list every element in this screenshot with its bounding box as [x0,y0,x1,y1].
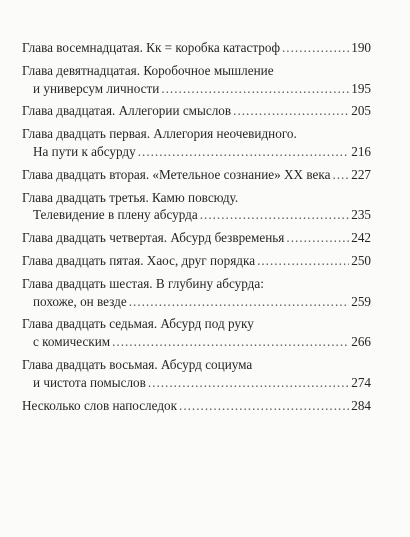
toc-entry-title-line: Телевидение в плену абсурда [33,207,198,223]
toc-page-number: 266 [351,334,371,350]
dot-leader [282,39,349,57]
toc-page-number: 284 [351,397,371,413]
toc-entry [22,356,371,392]
toc-entry-title-line: Глава двадцать восьмая. Абсурд социума [22,356,253,372]
toc-entry-title-line: Глава двадцать вторая. «Метельное сознание» XX века [22,166,331,182]
toc-entry-title-line: Глава двадцать пятая. Хаос, друг порядка [22,252,256,268]
dot-leader [286,229,349,247]
toc-entry [22,315,371,351]
dot-leader [129,293,350,311]
toc-entry [22,275,371,311]
toc-entry [22,189,371,225]
toc-page-number: 235 [351,207,371,223]
toc-entry-title-line: Глава двадцать четвертая. Абсурд безвременья [22,230,285,246]
toc-page-number: 259 [351,293,371,309]
toc-entry-title-line: Глава двадцатая. Аллегории смыслов [22,103,232,119]
toc-page-number: 242 [351,230,371,246]
toc-entry-leader-line [22,39,371,57]
toc-entry-title-line: Несколько слов напоследок [22,397,178,413]
toc-entry-leader-line [22,206,371,224]
toc-entry-leader-line [22,229,371,247]
toc-entry-title-line: Глава девятнадцатая. Коробочное мышление [22,62,274,78]
toc-entry [22,125,371,161]
toc-entry-title-line: Глава двадцать седьмая. Абсурд под руку [22,316,254,332]
toc-page-number: 250 [351,252,371,268]
toc-entry [22,229,371,247]
dot-leader [257,252,349,270]
toc-entry-title-line: Глава двадцать первая. Аллегория неочевидного. [22,126,297,142]
toc-entry [22,62,371,98]
dot-leader [161,80,349,98]
dot-leader [112,333,349,351]
toc-entry-leader-line [22,293,371,311]
dot-leader [332,166,349,184]
toc-entry-leader-line [22,333,371,351]
dot-leader [233,102,349,120]
toc-page-number: 274 [351,374,371,390]
toc-entry-title-line: Глава двадцать шестая. В глубину абсурда: [22,275,264,291]
toc-entry-leader-line [22,102,371,120]
toc-entry-title-line: и универсум личности [33,80,160,96]
toc-entry [22,252,371,270]
dot-leader [200,206,349,224]
toc-page-number: 216 [351,143,371,159]
toc-entry [22,39,371,57]
toc-entry-title-line: с комическим [33,334,111,350]
toc-entry-title-line: Глава восемнадцатая. Кк = коробка катастроф [22,40,280,55]
table-of-contents [22,39,371,419]
toc-entry-title-line: На пути к абсурду [33,143,136,159]
toc-page-number: 190 [351,40,371,55]
toc-entry-leader-line [22,397,371,415]
toc-entry [22,397,371,415]
toc-entry [22,102,371,120]
toc-entry-title-line: Глава двадцать третья. Камю повсюду. [22,189,239,205]
toc-entry-leader-line [22,80,371,98]
toc-entry-leader-line [22,252,371,270]
toc-entry [22,166,371,184]
dot-leader [179,397,349,415]
toc-entry-title-line: и чистота помыслов [33,374,146,390]
toc-page-number: 195 [351,80,371,96]
toc-entry-leader-line [22,166,371,184]
toc-page-number: 227 [351,166,371,182]
dot-leader [148,374,349,392]
dot-leader [138,143,350,161]
toc-entry-title-line: похоже, он везде [33,293,127,309]
toc-entry-leader-line [22,374,371,392]
toc-page-number: 205 [351,103,371,119]
toc-entry-leader-line [22,143,371,161]
